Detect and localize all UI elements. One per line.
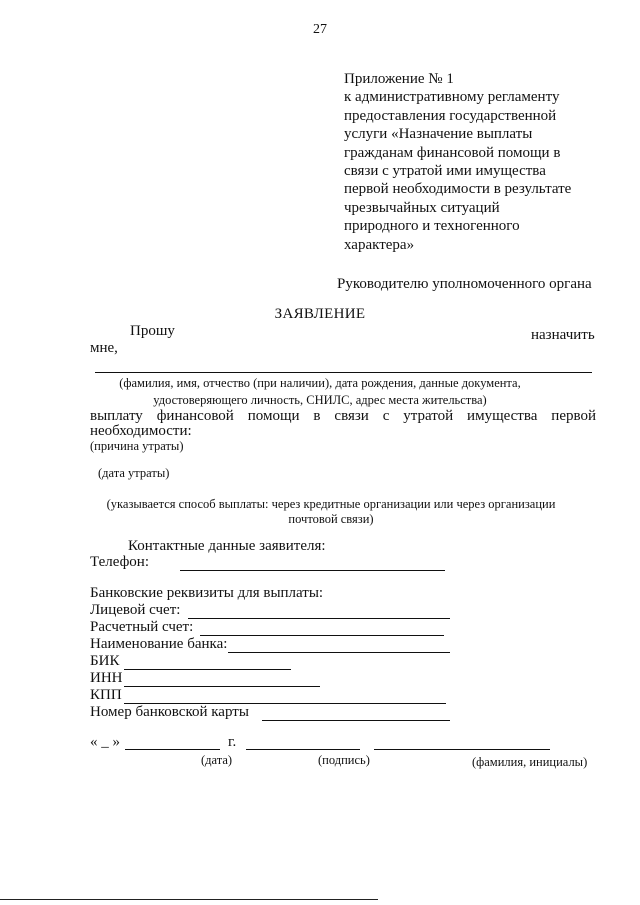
bik-label: БИК bbox=[90, 653, 120, 669]
inn-label: ИНН bbox=[90, 670, 123, 686]
kpp-label: КПП bbox=[90, 687, 122, 703]
appendix-line: связи с утратой ими имущества bbox=[344, 163, 546, 180]
year-suffix: г. bbox=[228, 734, 237, 750]
appendix-line: характера» bbox=[344, 236, 415, 253]
bank-name-field[interactable] bbox=[228, 652, 450, 653]
name-hint: (фамилия, инициалы) bbox=[472, 755, 588, 769]
appendix-line: услуги «Назначение выплаты bbox=[344, 126, 533, 143]
appendix-block bbox=[344, 70, 571, 254]
date-prefix: « _ » bbox=[90, 734, 120, 750]
payment-method-hint-1: (указывается способ выплаты: через кредитные организации или через организации bbox=[106, 497, 556, 511]
settlement-account-label: Расчетный счет: bbox=[90, 619, 194, 635]
phone-label: Телефон: bbox=[90, 554, 149, 570]
request-word-prosu: Прошу bbox=[130, 323, 175, 339]
signature-field[interactable] bbox=[246, 749, 360, 750]
signature-hint: (подпись) bbox=[318, 753, 370, 767]
loss-reason-hint: (причина утраты) bbox=[90, 439, 184, 453]
applicant-hint-2: удостоверяющего личность, СНИЛС, адрес места жительства) bbox=[153, 393, 487, 407]
request-word-naznachit: назначить bbox=[531, 327, 595, 343]
applicant-data-line[interactable] bbox=[95, 372, 592, 373]
page-number: 27 bbox=[313, 22, 327, 37]
appendix-line: природного и техногенного bbox=[344, 218, 520, 235]
appendix-line: Приложение № 1 bbox=[344, 71, 454, 87]
date-hint: (дата) bbox=[201, 753, 233, 767]
inn-field[interactable] bbox=[124, 686, 320, 687]
contacts-heading: Контактные данные заявителя: bbox=[128, 538, 326, 554]
payment-method-hint-2: почтовой связи) bbox=[288, 512, 374, 526]
loss-date-hint: (дата утраты) bbox=[98, 466, 170, 480]
request-word-mne: мне, bbox=[90, 340, 118, 356]
payment-text-2: необходимости: bbox=[90, 423, 192, 439]
bank-name-label: Наименование банка: bbox=[90, 636, 228, 652]
date-field[interactable] bbox=[125, 749, 220, 750]
settlement-account-field[interactable] bbox=[200, 635, 444, 636]
document-title: ЗАЯВЛЕНИЕ bbox=[274, 306, 366, 322]
name-initials-field[interactable] bbox=[374, 749, 550, 750]
appendix-line: к административному регламенту bbox=[344, 89, 560, 106]
appendix-line: первой необходимости в результате bbox=[344, 181, 572, 198]
addressee: Руководителю уполномоченного органа bbox=[337, 276, 592, 292]
phone-field[interactable] bbox=[180, 570, 445, 571]
appendix-line: чрезвычайных ситуаций bbox=[344, 199, 500, 216]
personal-account-label: Лицевой счет: bbox=[90, 602, 181, 618]
bik-field[interactable] bbox=[124, 669, 291, 670]
appendix-line: гражданам финансовой помощи в bbox=[344, 144, 561, 161]
personal-account-field[interactable] bbox=[188, 618, 450, 619]
appendix-line: предоставления государственной bbox=[344, 107, 557, 124]
bank-heading: Банковские реквизиты для выплаты: bbox=[90, 585, 324, 601]
card-number-field[interactable] bbox=[262, 720, 450, 721]
applicant-hint-1: (фамилия, имя, отчество (при наличии), дата рождения, данные документа, bbox=[119, 376, 521, 390]
payment-text-1: выплату финансовой помощи в связи с утратой имущества первой bbox=[90, 408, 596, 424]
bottom-divider bbox=[0, 899, 378, 900]
card-number-label: Номер банковской карты bbox=[90, 704, 249, 720]
